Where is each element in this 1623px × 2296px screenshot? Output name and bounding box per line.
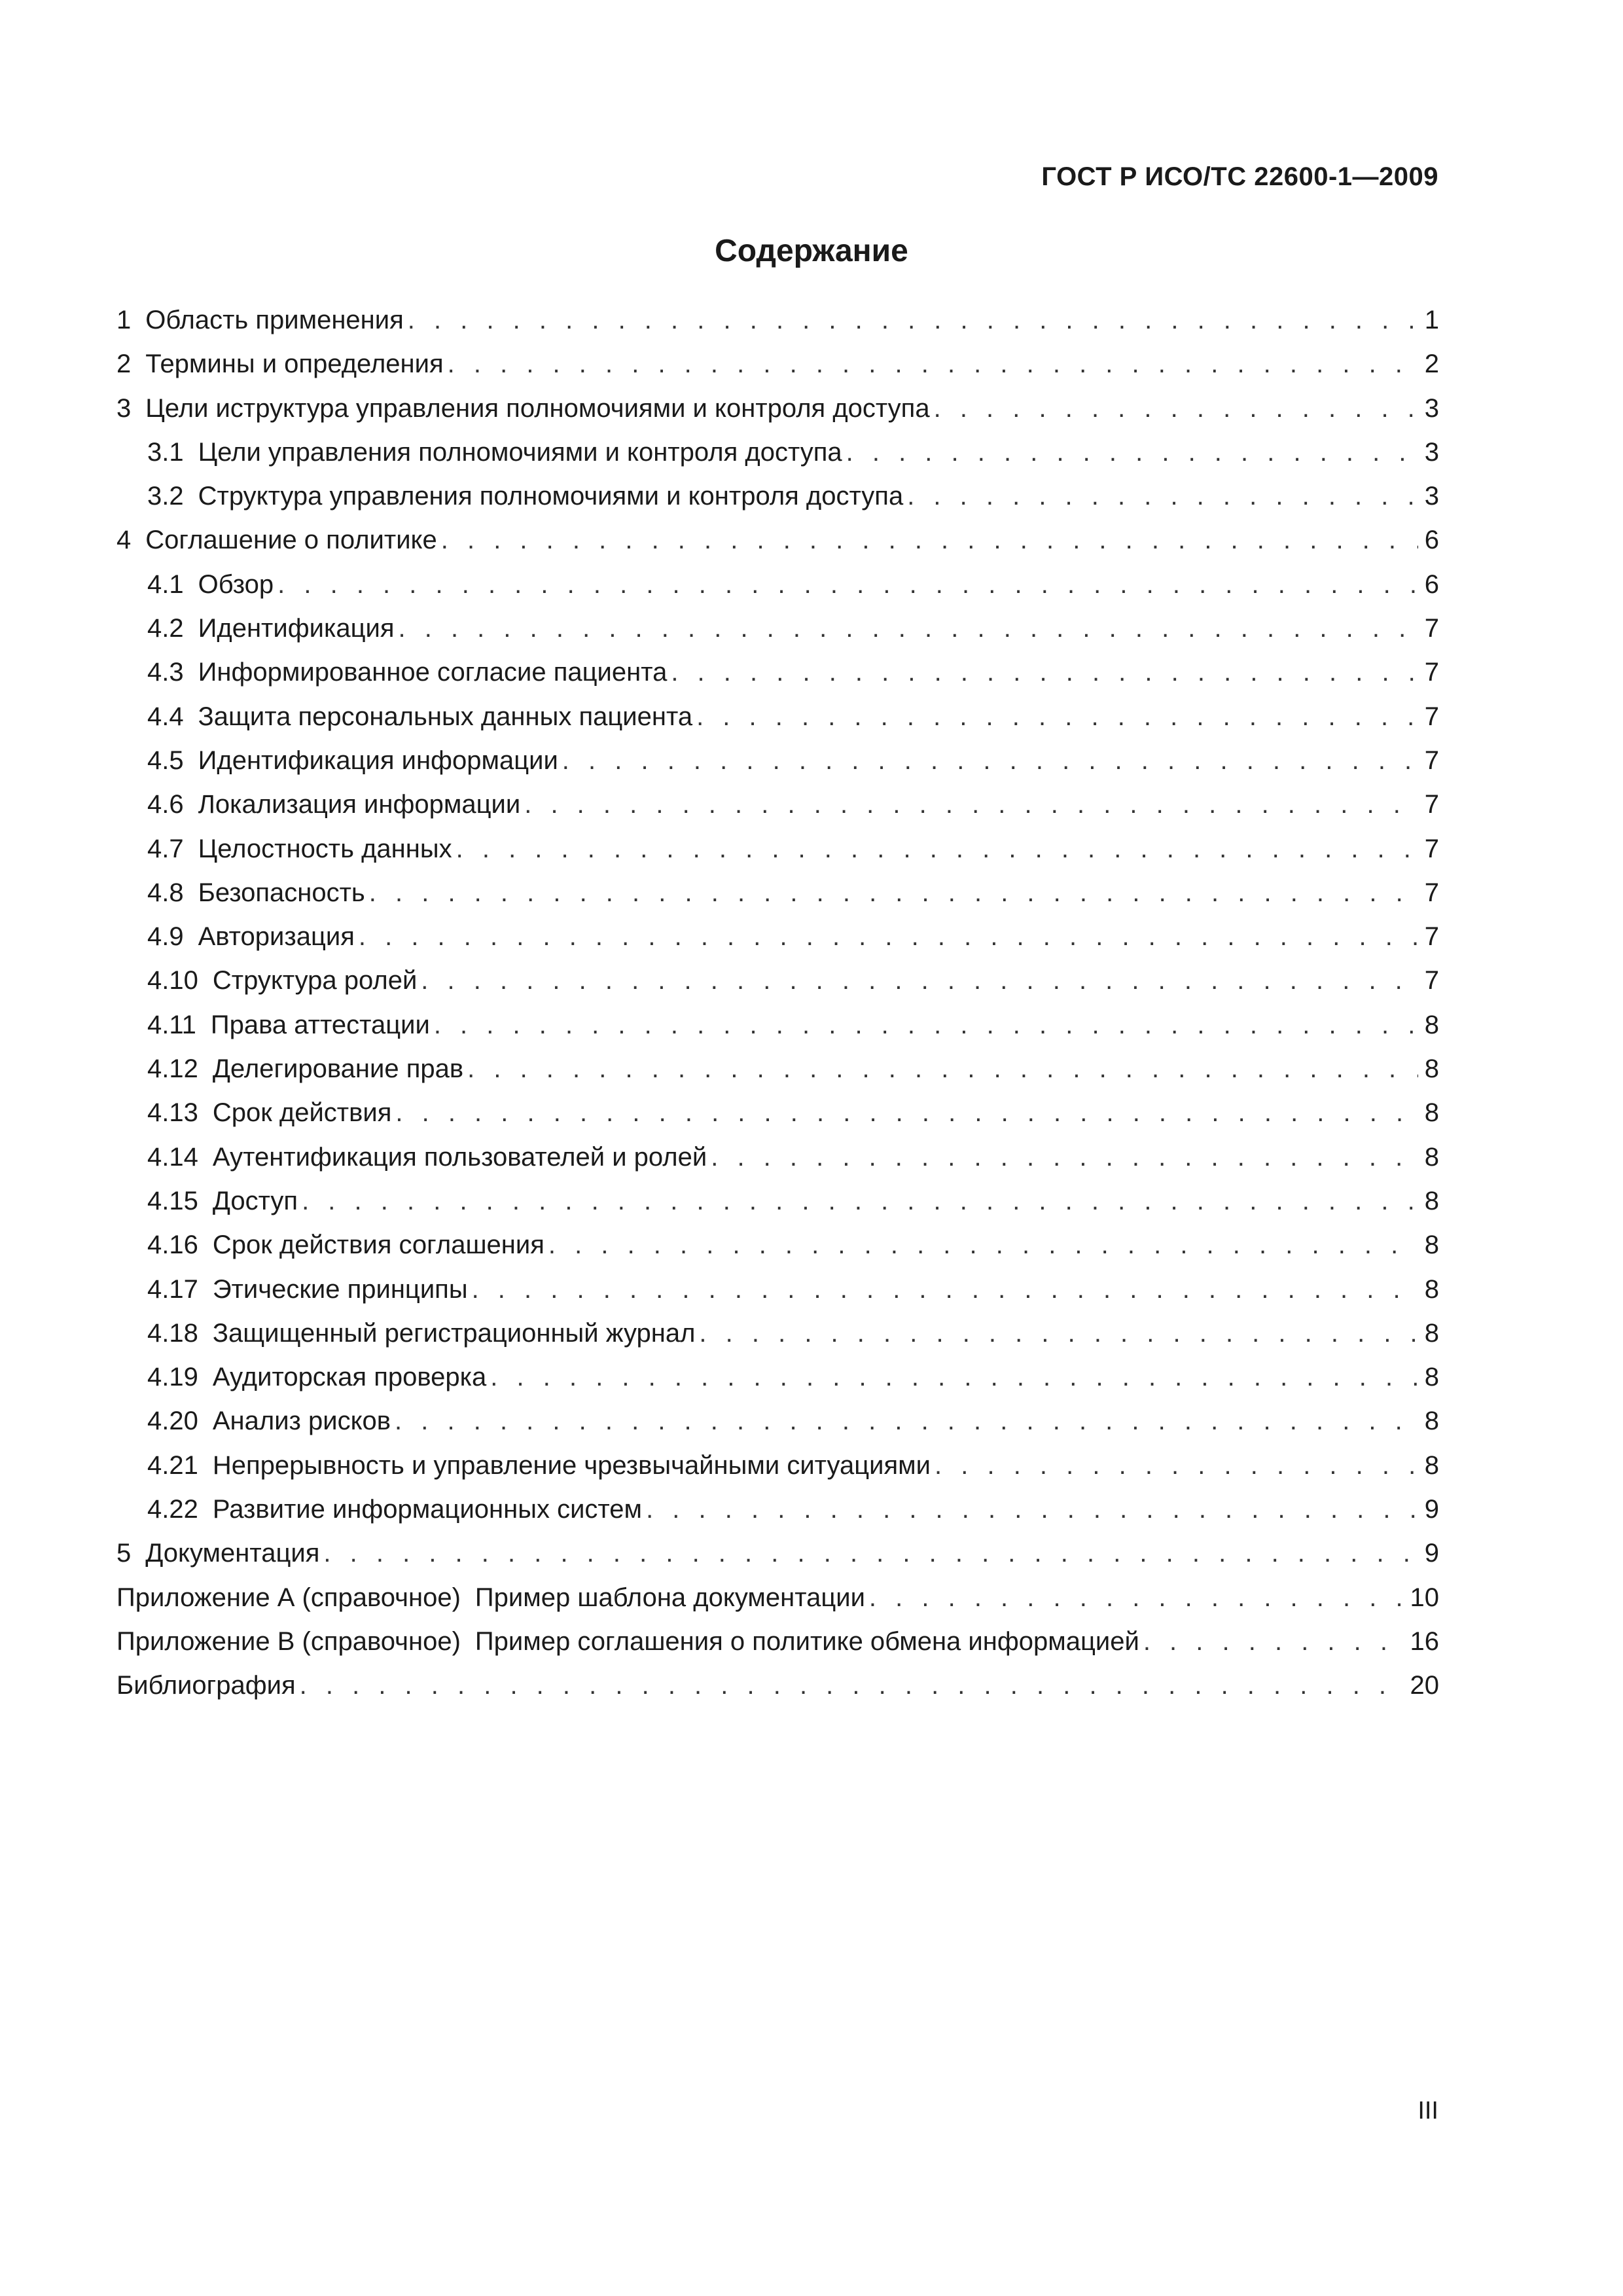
toc-dot-leader (421, 959, 1418, 1003)
toc-dot-leader (869, 1576, 1404, 1620)
toc-entry[interactable] (116, 783, 1439, 827)
toc-entry[interactable] (116, 1355, 1439, 1399)
toc-entry-number: 4.7 (147, 834, 184, 863)
toc-entry[interactable] (116, 915, 1439, 959)
toc-entry-label: Термины и определения (145, 350, 444, 379)
toc-entry[interactable] (116, 695, 1439, 739)
toc-entry[interactable] (116, 1179, 1439, 1223)
toc-entry[interactable] (116, 1047, 1439, 1091)
toc-dot-leader (935, 1444, 1418, 1488)
toc-dot-leader (399, 607, 1418, 651)
toc-entry-label: Структура ролей (212, 966, 418, 996)
toc-entry-label: Аудиторская проверка (212, 1363, 487, 1392)
toc-dot-leader (434, 1003, 1418, 1047)
toc-entry[interactable] (116, 518, 1439, 562)
toc-entry-number: 3.1 (147, 437, 184, 467)
toc-entry-number: 4.21 (147, 1450, 198, 1480)
table-of-contents (116, 298, 1439, 1708)
toc-entry-label: Библиография (116, 1671, 296, 1700)
page-number: III (1418, 2097, 1438, 2125)
toc-entry-label: Обзор (198, 569, 274, 599)
toc-entry-label: Информированное согласие пациента (198, 658, 668, 687)
toc-entry-bibliography[interactable] (116, 1664, 1439, 1708)
toc-entry-page: 1 (1424, 306, 1439, 334)
toc-entry-number: 4.20 (147, 1407, 198, 1436)
toc-entry[interactable] (116, 342, 1439, 386)
toc-dot-leader (441, 518, 1418, 562)
toc-dot-leader (646, 1488, 1418, 1532)
toc-entry-page: 8 (1424, 1230, 1439, 1260)
toc-entry-label: Аутентификация пользователей и ролей (212, 1142, 707, 1172)
toc-dot-leader (671, 651, 1418, 694)
toc-entry-label: Защита персональных данных пациента (198, 702, 693, 731)
toc-dot-leader (934, 387, 1418, 431)
toc-entry-number: 4.6 (147, 790, 184, 819)
toc-dot-leader (1143, 1620, 1404, 1664)
toc-dot-leader (699, 1312, 1418, 1355)
toc-entry-number: 2 (116, 350, 132, 379)
toc-entry-number: 4.15 (147, 1186, 198, 1215)
document-standard-id: ГОСТ Р ИСО/ТС 22600-1—2009 (1041, 162, 1438, 191)
toc-entry-page: 8 (1424, 1186, 1439, 1215)
toc-entry-page: 6 (1424, 569, 1439, 599)
toc-entry-page: 7 (1424, 658, 1439, 687)
toc-entry-page: 8 (1424, 1098, 1439, 1128)
toc-entry[interactable] (116, 1488, 1439, 1532)
toc-dot-leader (408, 298, 1418, 342)
toc-dot-leader (711, 1136, 1418, 1179)
toc-entry-label: Права аттестации (210, 1010, 430, 1039)
toc-entry-page: 7 (1424, 834, 1439, 863)
toc-entry-page: 7 (1424, 745, 1439, 775)
toc-dot-leader (456, 827, 1418, 871)
toc-entry-label: Идентификация информации (198, 745, 558, 775)
toc-entry-page: 8 (1424, 1318, 1439, 1348)
toc-entry-page: 8 (1424, 1010, 1439, 1039)
toc-entry-page: 3 (1424, 482, 1439, 511)
toc-entry[interactable] (116, 871, 1439, 915)
toc-entry-label: Цели иструктура управления полномочиями и контроля доступа (145, 393, 930, 423)
toc-dot-leader (323, 1532, 1418, 1575)
toc-entry-label: Идентификация (198, 614, 395, 643)
toc-entry-page: 20 (1410, 1671, 1439, 1700)
toc-entry[interactable] (116, 827, 1439, 871)
toc-entry[interactable] (116, 431, 1439, 475)
toc-entry-number: 4.12 (147, 1054, 198, 1084)
toc-entry[interactable] (116, 298, 1439, 342)
toc-entry-number: 4 (116, 526, 132, 555)
toc-entry-page: 7 (1424, 614, 1439, 643)
toc-entry-number: 4.16 (147, 1230, 198, 1260)
toc-dot-leader (300, 1664, 1404, 1708)
toc-entry-page: 7 (1424, 966, 1439, 996)
toc-entry[interactable] (116, 1444, 1439, 1488)
toc-entry-label: Защищенный регистрационный журнал (212, 1318, 696, 1348)
toc-entry-number: 3.2 (147, 482, 184, 511)
toc-entry[interactable] (116, 1399, 1439, 1443)
toc-entry-number: 5 (116, 1539, 132, 1568)
toc-entry[interactable] (116, 1136, 1439, 1179)
toc-dot-leader (696, 695, 1418, 739)
toc-entry-number: 1 (116, 306, 132, 334)
toc-entry-page: 8 (1424, 1274, 1439, 1304)
toc-entry-label: Срок действия (212, 1098, 392, 1128)
toc-entry-label: Локализация информации (198, 790, 521, 819)
toc-entry-appendix[interactable] (116, 1576, 1439, 1620)
toc-entry-label: Развитие информационных систем (212, 1495, 643, 1524)
toc-entry-page: 7 (1424, 922, 1439, 952)
toc-dot-leader (562, 739, 1418, 783)
toc-entry-number: 4.3 (147, 658, 184, 687)
toc-entry-number: 4.10 (147, 966, 198, 996)
toc-entry-number: 4.18 (147, 1318, 198, 1348)
toc-dot-leader (448, 342, 1418, 386)
toc-entry[interactable] (116, 1532, 1439, 1575)
toc-entry-page: 6 (1424, 526, 1439, 555)
toc-entry-page: 7 (1424, 702, 1439, 731)
toc-entry-number: 4.9 (147, 922, 184, 952)
toc-entry-page: 10 (1410, 1583, 1439, 1612)
toc-entry-number: 4.2 (147, 614, 184, 643)
toc-entry-number: 4.5 (147, 745, 184, 775)
toc-entry-label: Соглашение о политике (145, 526, 437, 555)
toc-entry-page: 8 (1424, 1450, 1439, 1480)
toc-dot-leader (524, 783, 1418, 827)
toc-entry-page: 8 (1424, 1142, 1439, 1172)
toc-dot-leader (907, 475, 1418, 518)
toc-entry-label: Делегирование прав (212, 1054, 464, 1084)
toc-entry-label: Непрерывность и управление чрезвычайными ситуациями (212, 1450, 931, 1480)
toc-entry-number: 4.19 (147, 1363, 198, 1392)
toc-dot-leader (467, 1047, 1418, 1091)
toc-entry-page: 8 (1424, 1407, 1439, 1436)
toc-entry-label: Этические принципы (212, 1274, 468, 1304)
toc-entry-label: Срок действия соглашения (212, 1230, 544, 1260)
toc-dot-leader (548, 1223, 1418, 1267)
toc-entry[interactable] (116, 387, 1439, 431)
toc-entry-number: Приложение В (справочное) (116, 1626, 461, 1656)
toc-entry-page: 16 (1410, 1626, 1439, 1656)
toc-entry[interactable] (116, 563, 1439, 607)
toc-dot-leader (846, 431, 1418, 475)
toc-entry[interactable] (116, 1003, 1439, 1047)
toc-entry-page: 9 (1424, 1539, 1439, 1568)
toc-entry-number: 4.4 (147, 702, 184, 731)
toc-entry-label: Структура управления полномочиями и контроля доступа (198, 482, 904, 511)
toc-entry-number: 4.14 (147, 1142, 198, 1172)
toc-entry-page: 7 (1424, 878, 1439, 907)
toc-entry-page: 8 (1424, 1054, 1439, 1084)
toc-entry[interactable] (116, 607, 1439, 651)
toc-entry-number: 4.1 (147, 569, 184, 599)
toc-dot-leader (395, 1091, 1418, 1135)
toc-entry-number: 3 (116, 393, 132, 423)
toc-entry-label: Доступ (212, 1186, 298, 1215)
toc-entry-number: 4.22 (147, 1495, 198, 1524)
toc-dot-leader (395, 1399, 1418, 1443)
toc-entry-number: 4.17 (147, 1274, 198, 1304)
toc-entry[interactable] (116, 475, 1439, 518)
toc-entry-label: Пример соглашения о политике обмена информацией (474, 1626, 1139, 1656)
toc-title: Содержание (715, 234, 908, 268)
toc-entry-number: 4.11 (147, 1010, 196, 1039)
toc-entry-number: Приложение А (справочное) (116, 1583, 461, 1612)
toc-entry-label: Пример шаблона документации (474, 1583, 865, 1612)
toc-entry-page: 3 (1424, 393, 1439, 423)
toc-entry-label: Анализ рисков (212, 1407, 391, 1436)
toc-entry[interactable] (116, 651, 1439, 694)
toc-entry-label: Область применения (145, 306, 404, 334)
toc-dot-leader (359, 915, 1418, 959)
toc-entry-number: 4.13 (147, 1098, 198, 1128)
toc-entry-page: 3 (1424, 437, 1439, 467)
toc-entry-page: 7 (1424, 790, 1439, 819)
toc-entry-page: 9 (1424, 1495, 1439, 1524)
toc-entry-label: Безопасность (198, 878, 365, 907)
toc-entry[interactable] (116, 739, 1439, 783)
toc-dot-leader (490, 1355, 1418, 1399)
toc-dot-leader (472, 1268, 1418, 1312)
toc-entry[interactable] (116, 959, 1439, 1003)
toc-dot-leader (369, 871, 1418, 915)
toc-entry-page: 2 (1424, 350, 1439, 379)
toc-dot-leader (277, 563, 1418, 607)
toc-entry-appendix[interactable] (116, 1620, 1439, 1664)
toc-entry-page: 8 (1424, 1363, 1439, 1392)
toc-entry-label: Целостность данных (198, 834, 452, 863)
toc-entry-label: Цели управления полномочиями и контроля доступа (198, 437, 842, 467)
toc-dot-leader (302, 1179, 1418, 1223)
toc-entry-label: Авторизация (198, 922, 355, 952)
toc-entry[interactable] (116, 1268, 1439, 1312)
toc-entry-label: Документация (145, 1539, 320, 1568)
toc-entry-number: 4.8 (147, 878, 184, 907)
toc-entry[interactable] (116, 1091, 1439, 1135)
toc-entry[interactable] (116, 1312, 1439, 1355)
toc-entry[interactable] (116, 1223, 1439, 1267)
